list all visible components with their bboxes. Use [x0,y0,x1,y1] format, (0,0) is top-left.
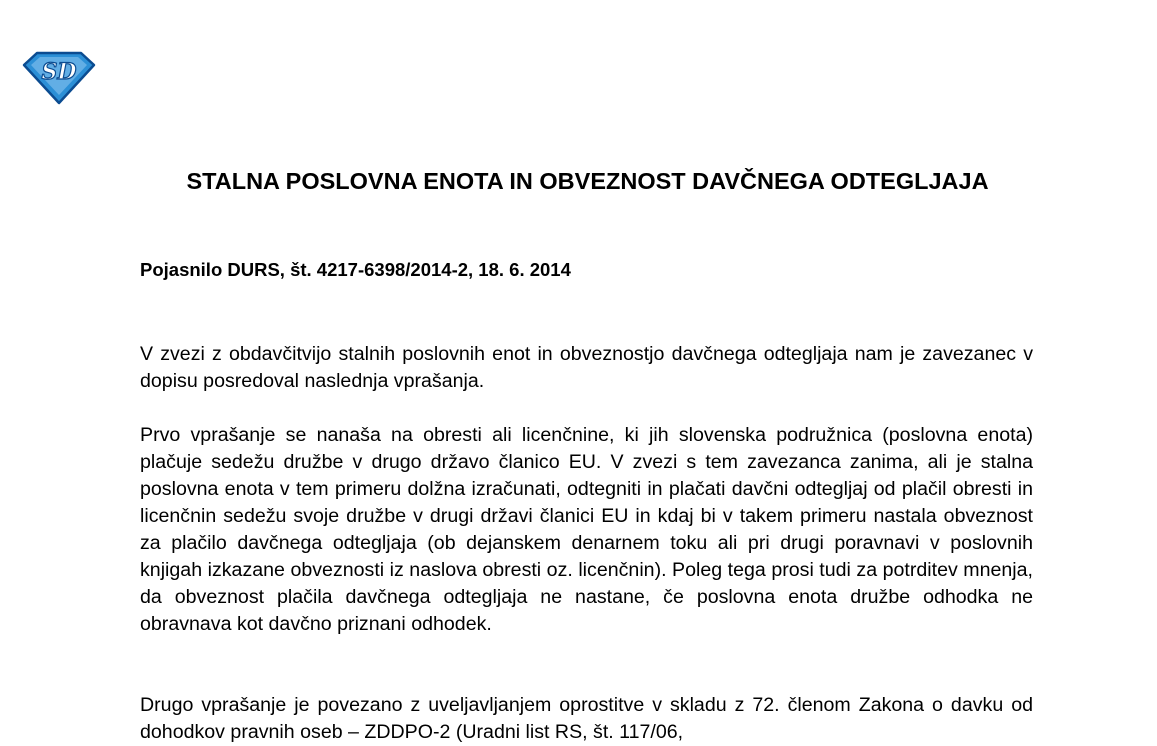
paragraph-second-question: Drugo vprašanje je povezano z uveljavljanjem oprostitve v skladu z 72. členom Zakona o davku od dohodkov pravnih oseb – ZDDPO-2 (Uradni list RS, št. 117/06, [140,694,1033,743]
shield-logo-icon [22,49,96,105]
logo-lettering: SD [41,59,77,85]
document-subtitle: Pojasnilo DURS, št. 4217-6398/2014-2, 18. 6. 2014 [140,259,571,280]
company-logo [22,49,96,105]
document-title: STALNA POSLOVNA ENOTA IN OBVEZNOST DAVČNEGA ODTEGLJAJA [186,168,989,194]
paragraph-intro: V zvezi z obdavčitvijo stalnih poslovnih enot in obveznostjo davčnega odtegljaja nam je zavezanec v dopisu posredoval naslednja vprašanja. [140,343,1033,392]
paragraph-first-question: Prvo vprašanje se nanaša na obresti ali licenčnine, ki jih slovenska podružnica (poslovna enota) plačuje sedežu družbe v drugo državo članico EU. V zvezi s tem zavezanca zanima, ali je stalna poslovna enota v tem primeru dolžna izračunati, odtegniti in plačati davčni odtegljaj od plačil obresti in licenčnin sedežu svoje družbe v drugi državi članici EU in kdaj bi v takem primeru nastala obveznost za plačilo davčnega odtegljaja (ob dejanskem denarnem toku ali pri drugi poravnavi v poslovnih knjigah izkazane obveznosti iz naslova obresti oz. licenčnin). Poleg tega prosi tudi za potrditev mnenja, da obveznost plačila davčnega odtegljaja ne nastane, če poslovna enota družbe odhodka ne obravnava kot davčno priznani odhodek. [140,424,1033,635]
